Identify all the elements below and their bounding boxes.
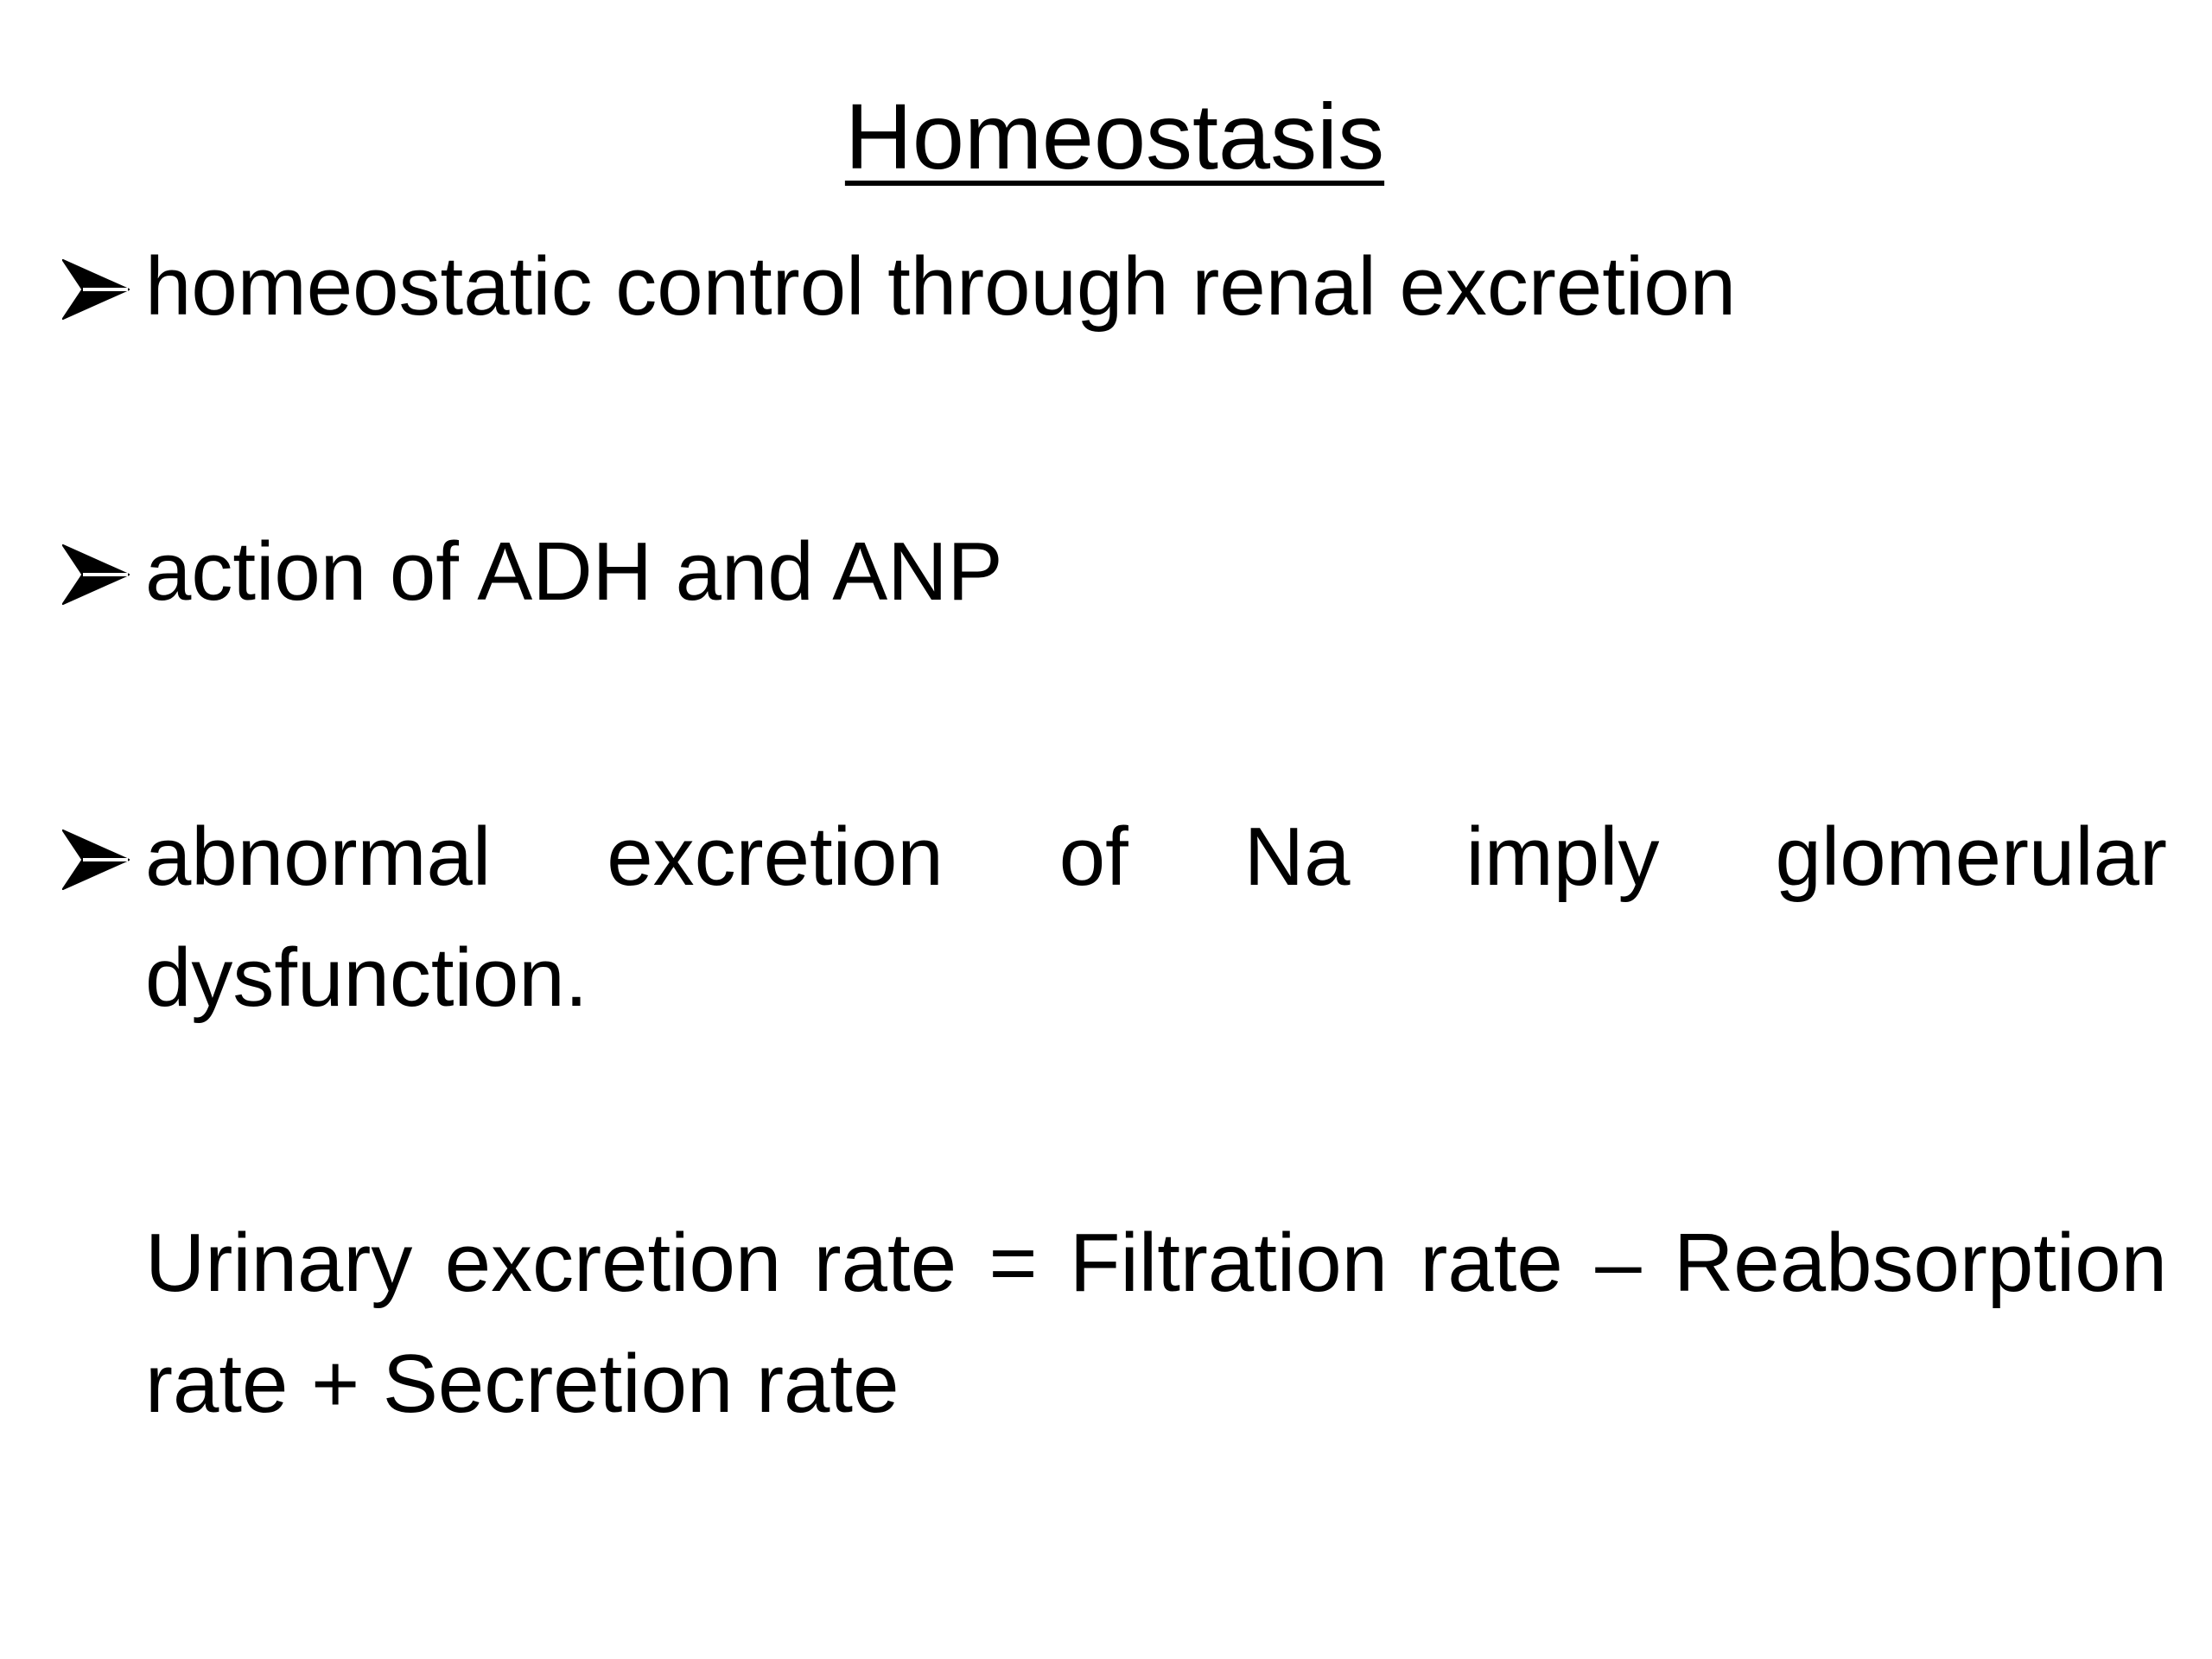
arrowhead-bullet-icon (62, 544, 130, 605)
bullet-text: abnormal excretion of Na imply glomerular dysfunction. (145, 810, 2167, 1024)
bullet-item-abnormal-excretion (145, 797, 2167, 1039)
bullet-text: homeostatic control through renal excretion (145, 240, 1737, 333)
arrowhead-bullet-icon (62, 259, 130, 320)
urinary-excretion-equation: Urinary excretion rate = Filtration rate – Reabsorption rate + Secretion rate (145, 1217, 2167, 1430)
arrowhead-bullet-icon (62, 830, 130, 890)
bullet-text: action of ADH and ANP (145, 525, 1003, 618)
slide-title: Homeostasis (844, 84, 1385, 188)
bullet-item-adh-anp (145, 512, 2167, 632)
bullet-item-renal-excretion (145, 226, 2167, 347)
